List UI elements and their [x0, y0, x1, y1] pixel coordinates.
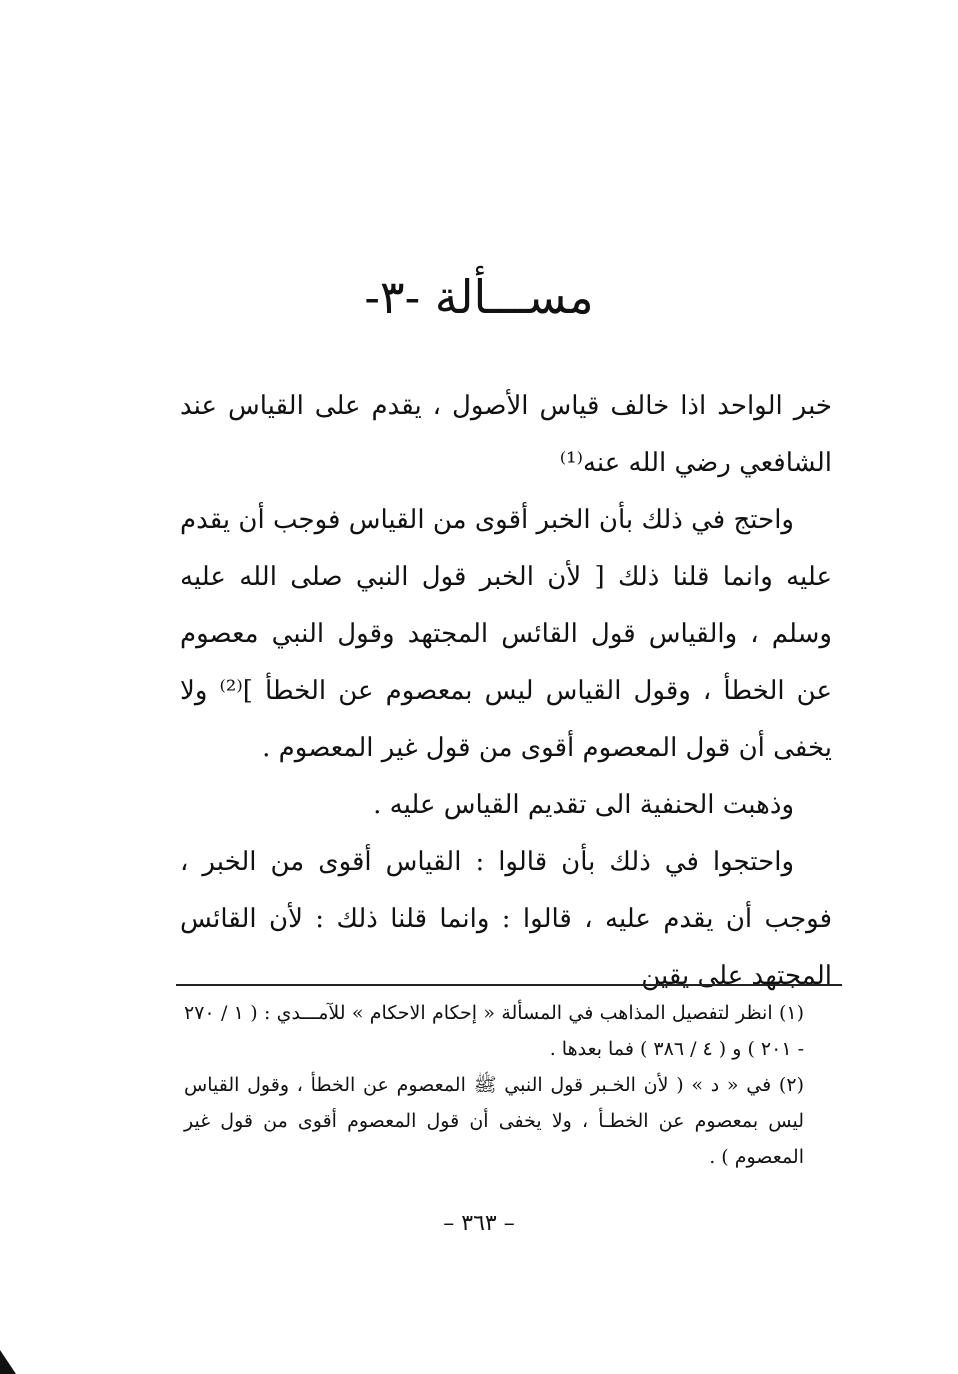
footnote-2: (٢) في « د » ( لأن الخـبر قول النبي ﷺ المعصوم عن الخطأ ، وقول القياس ليس بمعصوم عن الخطـأ ، ولا يخفى أن قول المعصوم أقوى من قول غير المعصوم ) . [184, 1074, 804, 1168]
page-number: – ٣٦٣ – [443, 1211, 515, 1236]
paragraph-4: واحتجوا في ذلك بأن قالوا : القياس أقوى من الخبر ، فوجب أن يقدم عليه ، قالوا : وانما قلنا ذلك : لأن القائس المجتهد على يقين [180, 847, 832, 991]
paragraph-3: وذهبت الحنفية الى تقديم القياس عليه . [373, 790, 794, 820]
paragraph-1: خبر الواحد اذا خالف قياس الأصول ، يقدم على القياس عند الشافعي رضي الله عنه⁽¹⁾ [180, 391, 832, 478]
footnotes [184, 995, 804, 1175]
issue-heading: مســـألة -٣- [364, 270, 594, 324]
main-text [180, 378, 832, 1005]
scan-corner-mark [0, 1350, 16, 1374]
footnote-divider [176, 984, 842, 986]
paragraph-2: واحتج في ذلك بأن الخبر أقوى من القياس فوجب أن يقدم عليه وانما قلنا ذلك [ لأن الخبر قول النبي صلى الله عليه وسلم ، والقياس قول القائس المجتهد وقول النبي معصوم عن الخطأ ، وقول القياس ليس بمعصوم عن الخطأ ]⁽²⁾ ولا يخفى أن قول المعصوم أقوى من قول غير المعصوم . [180, 505, 832, 763]
footnote-1: (١) انظر لتفصيل المذاهب في المسألة « إحكام الاحكام » للآمـــدي : ( ١ / ٢٧٠ - ٢٠١ ) و ( ٤ / ٣٨٦ ) فما بعدها . [184, 1002, 804, 1060]
